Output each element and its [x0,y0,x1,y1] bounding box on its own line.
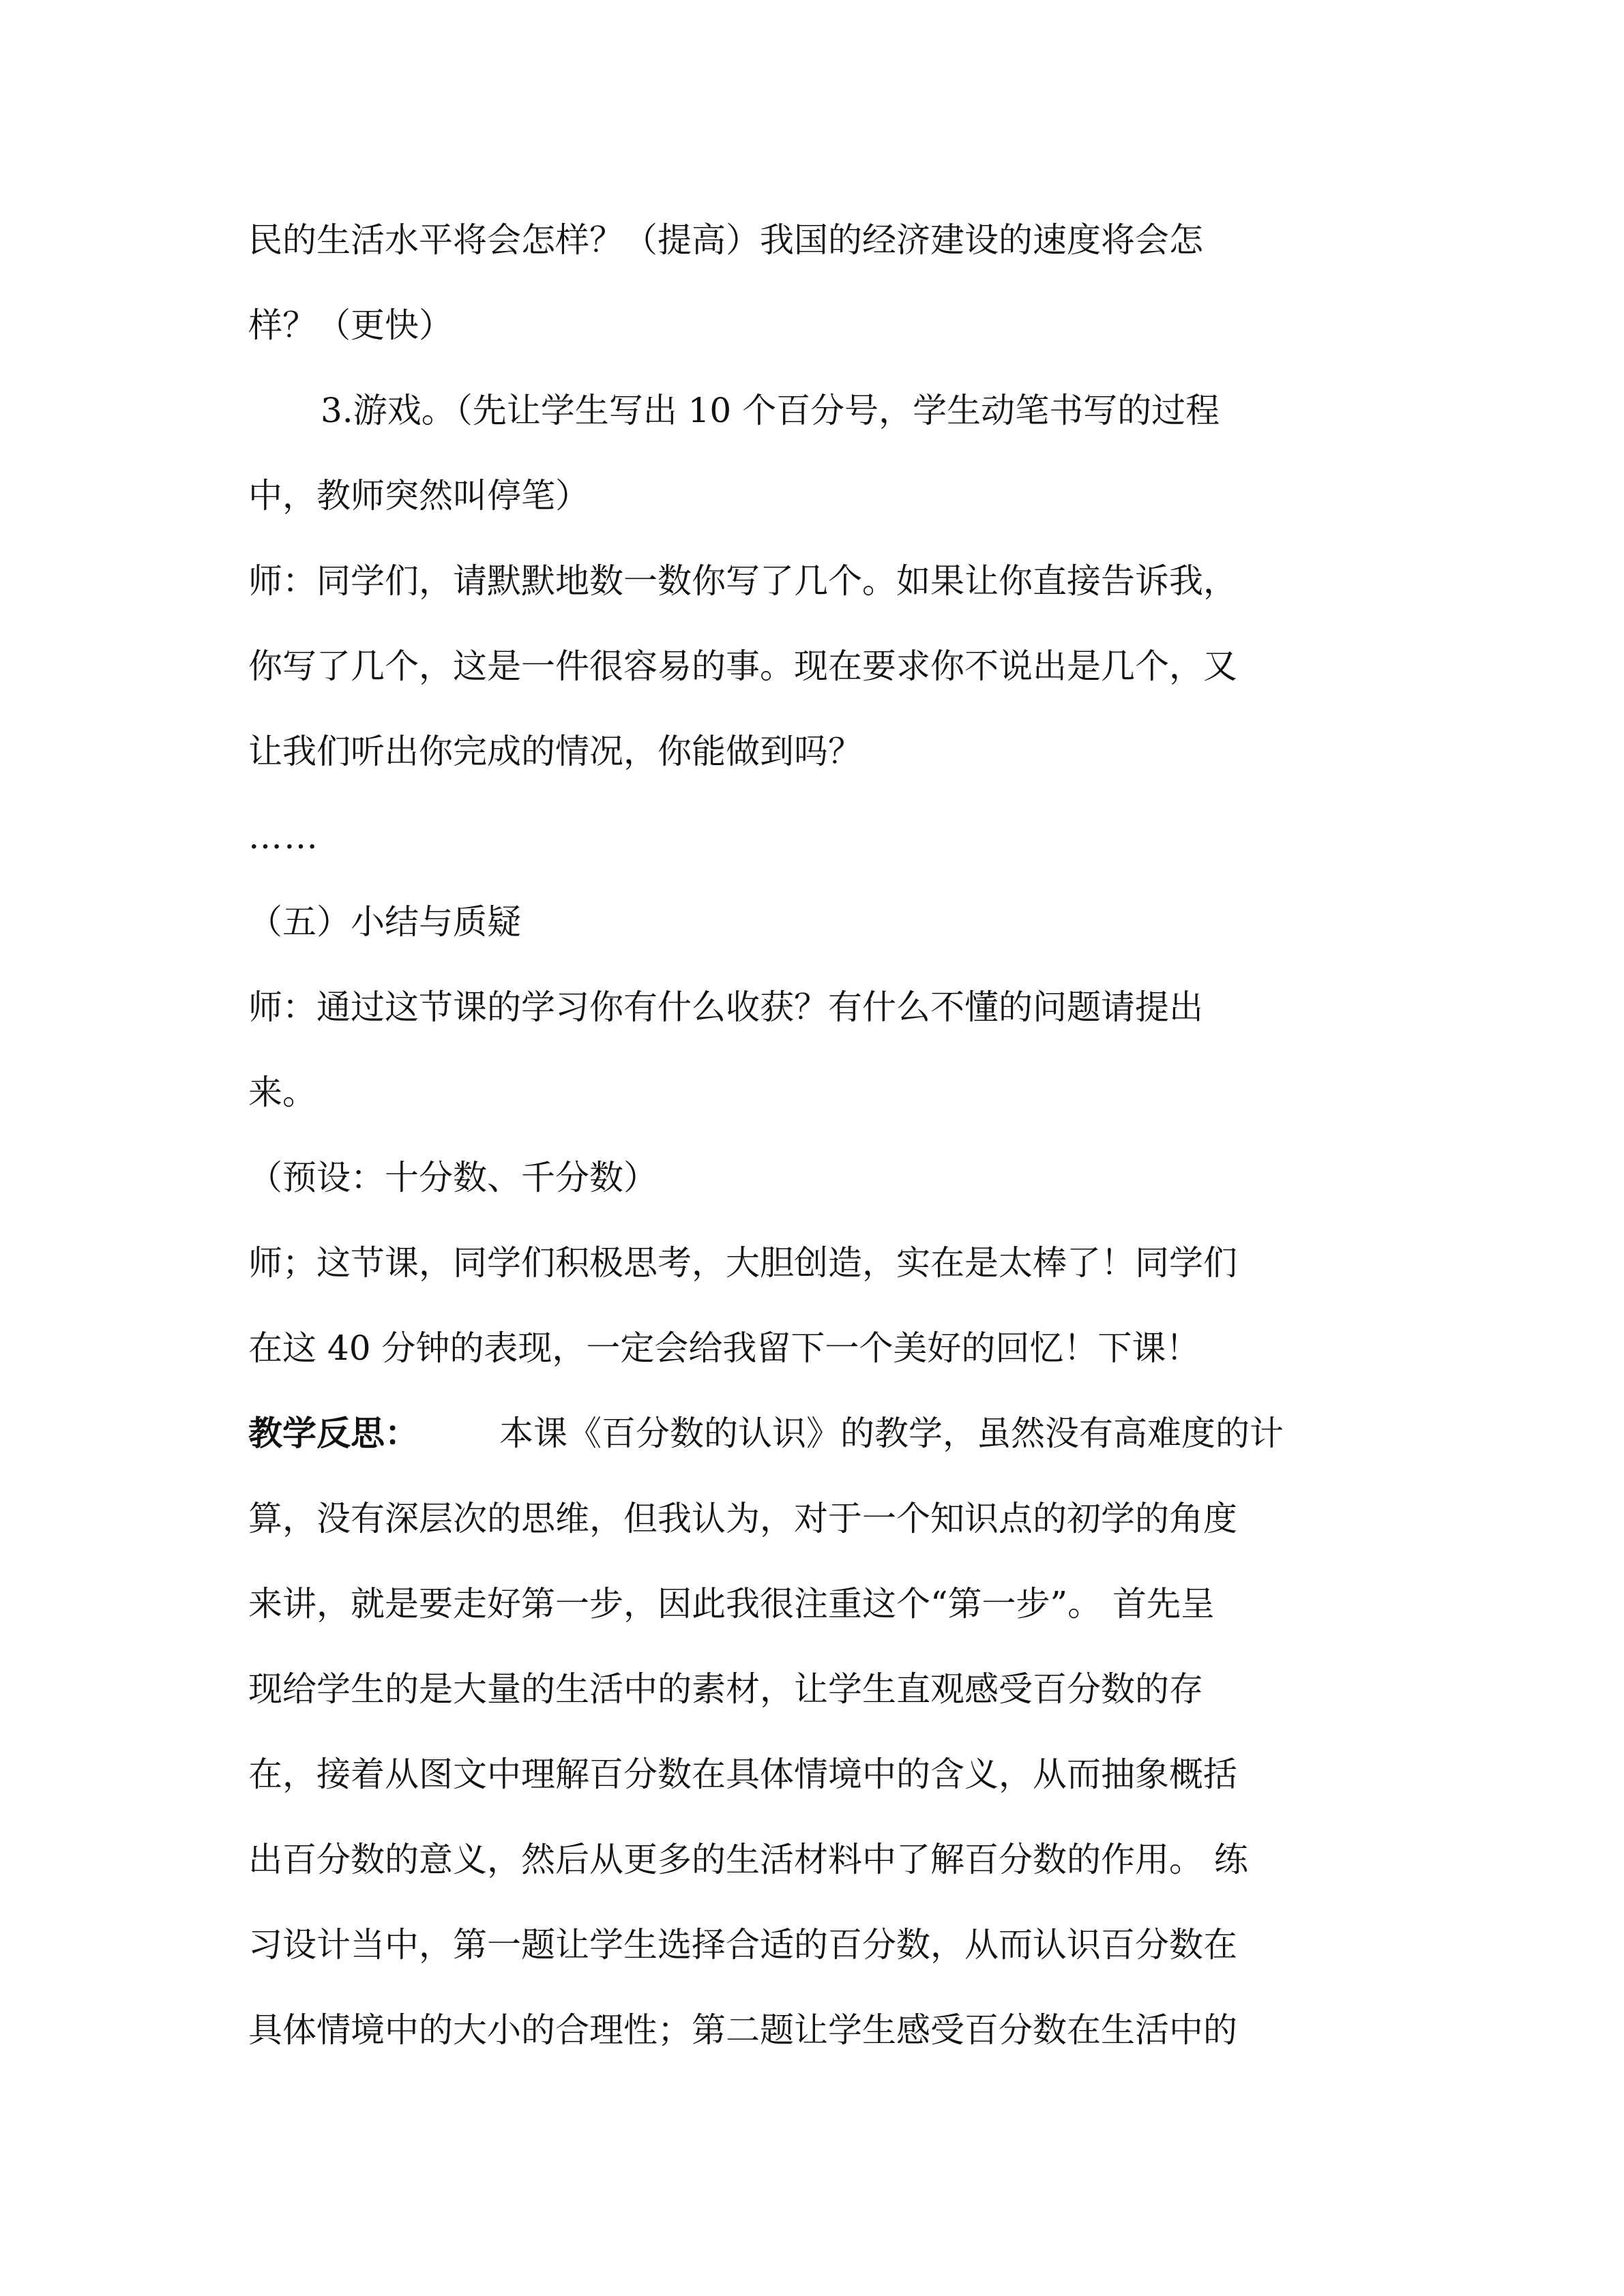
reflection-line: 算，没有深层次的思维，但我认为，对于一个知识点的初学的角度 [248,1499,1237,1538]
text-line: 你写了几个，这是一件很容易的事。现在要求你不说出是几个，又 [248,646,1237,686]
reflection-line: 习设计当中，第一题让学生选择合适的百分数，从而认识百分数在 [248,1925,1237,1965]
reflection-first-line: 本课《百分数的认识》的教学，虽然没有高难度的计 [499,1414,1284,1453]
reflection-line: 现给学生的是大量的生活中的素材，让学生直观感受百分数的存 [248,1669,1203,1709]
text-line: 中，教师突然叫停笔） [248,476,589,516]
text-line: 民的生活水平将会怎样？（提高）我国的经济建设的速度将会怎 [248,220,1203,260]
ellipsis-line: …… [248,817,319,856]
text-line: 3.游戏。（先让学生写出 10 个百分号，学生动笔书写的过程 [321,391,1220,430]
text-line: 师：通过这节课的学习你有什么收获？有什么不懂的问题请提出 [248,987,1203,1027]
text-line: 师；这节课，同学们积极思考，大胆创造，实在是太棒了！同学们 [248,1243,1237,1283]
text-line: 师：同学们，请默默地数一数你写了几个。如果让你直接告诉我， [248,561,1237,601]
reflection-line: 来讲，就是要走好第一步，因此我很注重这个“第一步”。 首先呈 [248,1584,1215,1624]
text-line: （预设：十分数、千分数） [248,1158,658,1197]
text-line: 让我们听出你完成的情况，你能做到吗？ [248,732,862,771]
text-line: 样？（更快） [248,305,453,345]
reflection-line: 出百分数的意义，然后从更多的生活材料中了解百分数的作用。 练 [248,1840,1248,1879]
reflection-line: 在，接着从图文中理解百分数在具体情境中的含义，从而抽象概括 [248,1755,1237,1794]
reflection-line: 具体情境中的大小的合理性；第二题让学生感受百分数在生活中的 [248,2010,1237,2050]
text-line: 来。 [248,1073,316,1112]
section-heading: （五）小结与质疑 [248,902,521,942]
reflection-label: 教学反思： [248,1414,419,1453]
text-line: 在这 40 分钟的表现，一定会给我留下一个美好的回忆！下课！ [248,1328,1200,1368]
